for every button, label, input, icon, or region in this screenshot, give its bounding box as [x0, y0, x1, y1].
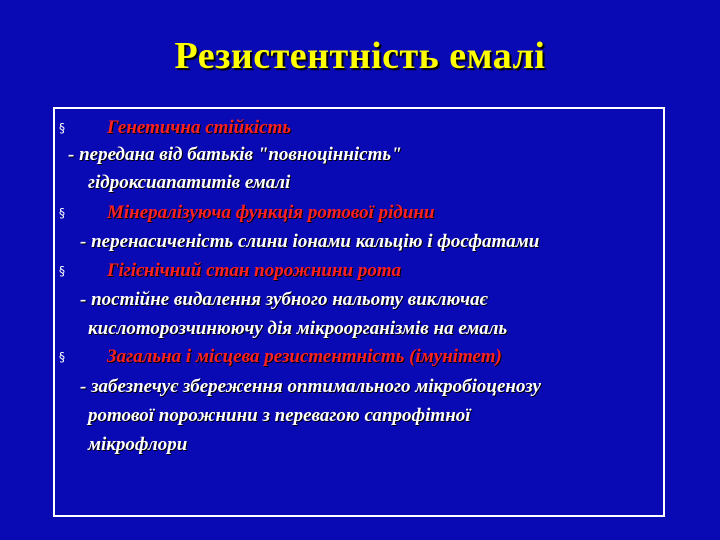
item-4-desc-line-3: мікрофлори: [88, 434, 188, 455]
item-1-heading: Генетична стійкість: [107, 117, 292, 138]
item-3-heading: Гігієнічний стан порожнини рота: [107, 260, 402, 281]
item-4-desc-line-1: - забезпечує збереження оптимального мікробіоценозу: [80, 376, 541, 397]
bullet-icon: §: [59, 264, 65, 278]
item-3-desc-line-1: - постійне видалення зубного нальоту виключає: [80, 289, 488, 310]
item-3-desc-line-2: кислоторозчинюючу дія мікроорганізмів на емаль: [88, 318, 508, 339]
item-4-desc-line-2: ротової порожнини з перевагою сапрофітної: [88, 405, 471, 426]
item-2-heading: Мінералізуюча функція ротової рідини: [107, 202, 435, 223]
item-4-heading: Загальна і місцева резистентність (імунітет): [107, 346, 502, 367]
bullet-icon: §: [59, 121, 65, 135]
item-1-desc-line-2: гідроксиапатитів емалі: [88, 172, 291, 193]
bullet-icon: §: [59, 206, 65, 220]
slide-title: Резистентність емалі: [174, 35, 546, 77]
item-2-desc-line-1: - перенасиченість слини іонами кальцію і фосфатами: [80, 231, 540, 252]
item-1-desc-line-1: - передана від батьків "повноцінність": [68, 144, 402, 165]
bullet-icon: §: [59, 350, 65, 364]
